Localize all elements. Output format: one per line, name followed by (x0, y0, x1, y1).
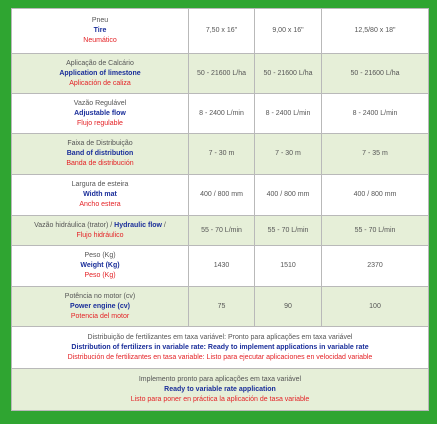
label-en: Application of limestone (59, 69, 141, 77)
label-es: Peso (Kg) (84, 272, 116, 279)
note-en: Distribution of fertilizers in variable rate: Ready to implement applications in variable rate (71, 343, 369, 351)
row-label (12, 134, 189, 175)
table-row-weight (12, 246, 429, 287)
label-pt: Pneu (91, 17, 109, 24)
cell-value: 8 - 2400 L/min (322, 94, 429, 134)
cell-value: 50 - 21600 L/ha (189, 54, 255, 94)
row-label (12, 175, 189, 216)
label-en: Adjustable flow (74, 109, 126, 117)
cell-value: 9,00 x 16" (255, 9, 322, 54)
label-line (15, 221, 185, 231)
label-separator: / (161, 221, 166, 229)
table-row-power-engine (12, 287, 429, 327)
label-pt: Potência no motor (cv) (64, 292, 136, 300)
label-pt: Peso (Kg) (84, 252, 116, 259)
cell-value: 1430 (189, 246, 255, 287)
cell-value: 7 - 30 m (189, 134, 255, 175)
label-en: Width mat (83, 191, 117, 198)
note-pt: Distribuição de fertilizantes em taxa variável: Pronto para aplicações em taxa variável (87, 333, 353, 341)
cell-value: 8 - 2400 L/min (189, 94, 255, 134)
row-label (12, 54, 189, 94)
row-label (12, 216, 189, 246)
cell-value: 2370 (322, 246, 429, 287)
cell-value: 100 (322, 287, 429, 327)
cell-value: 1510 (255, 246, 322, 287)
note-pt: Implemento pronto para aplicações em taxa variável (138, 375, 302, 383)
cell-value: 55 - 70 L/min (322, 216, 429, 246)
cell-value: 7,50 x 16" (189, 9, 255, 54)
table-row-adjustable-flow (12, 94, 429, 134)
note-es: Distribución de fertilizantes en tasa variable: Listo para ejecutar aplicaciones en velocidad variable (67, 353, 373, 361)
cell-value: 7 - 30 m (255, 134, 322, 175)
spec-table (11, 8, 429, 411)
row-label (12, 94, 189, 134)
cell-value: 55 - 70 L/min (255, 216, 322, 246)
label-es: Ancho estera (79, 201, 121, 208)
cell-value: 55 - 70 L/min (189, 216, 255, 246)
table-row-hydraulic-flow (12, 216, 429, 246)
cell-value: 400 / 800 mm (255, 175, 322, 216)
label-pt: Largura de esteira (71, 181, 129, 188)
label-pt: Faixa de Distribuição (67, 140, 133, 147)
table-row-width-mat (12, 175, 429, 216)
note-cell (12, 369, 429, 411)
note-cell (12, 327, 429, 369)
row-label (12, 9, 189, 54)
cell-value: 50 - 21600 L/ha (322, 54, 429, 94)
label-en: Tire (93, 27, 107, 34)
table-row-limestone (12, 54, 429, 94)
table-row-tire (12, 9, 429, 54)
label-en: Power engine (cv) (70, 302, 130, 310)
cell-value: 400 / 800 mm (189, 175, 255, 216)
cell-value: 75 (189, 287, 255, 327)
label-en: Weight (Kg) (80, 262, 120, 269)
table-row-note-ready (12, 369, 429, 411)
cell-value: 90 (255, 287, 322, 327)
row-label (12, 287, 189, 327)
label-es: Banda de distribución (66, 160, 134, 167)
table-row-band-distribution (12, 134, 429, 175)
label-es: Neumático (83, 37, 117, 44)
cell-value: 8 - 2400 L/min (255, 94, 322, 134)
label-es: Flujo regulable (77, 119, 123, 127)
label-es: Flujo hidráulico (76, 231, 124, 239)
row-label (12, 246, 189, 287)
label-es: Potencia del motor (70, 312, 130, 320)
note-en: Ready to variable rate application (164, 385, 276, 393)
label-pt: Aplicação de Calcário (66, 59, 134, 67)
label-en: Band of distribution (66, 150, 134, 157)
label-en: Hydraulic flow (114, 221, 162, 229)
table-row-note-variable-rate (12, 327, 429, 369)
cell-value: 50 - 21600 L/ha (255, 54, 322, 94)
cell-value: 7 - 35 m (322, 134, 429, 175)
cell-value: 400 / 800 mm (322, 175, 429, 216)
label-es: Aplicación de caliza (69, 79, 131, 87)
note-es: Listo para poner en práctica la aplicación de tasa variable (130, 395, 310, 403)
label-pt: Vazão hidráulica (trator) / (34, 221, 115, 229)
label-pt: Vazão Regulável (73, 99, 127, 107)
cell-value: 12,5/80 x 18" (322, 9, 429, 54)
